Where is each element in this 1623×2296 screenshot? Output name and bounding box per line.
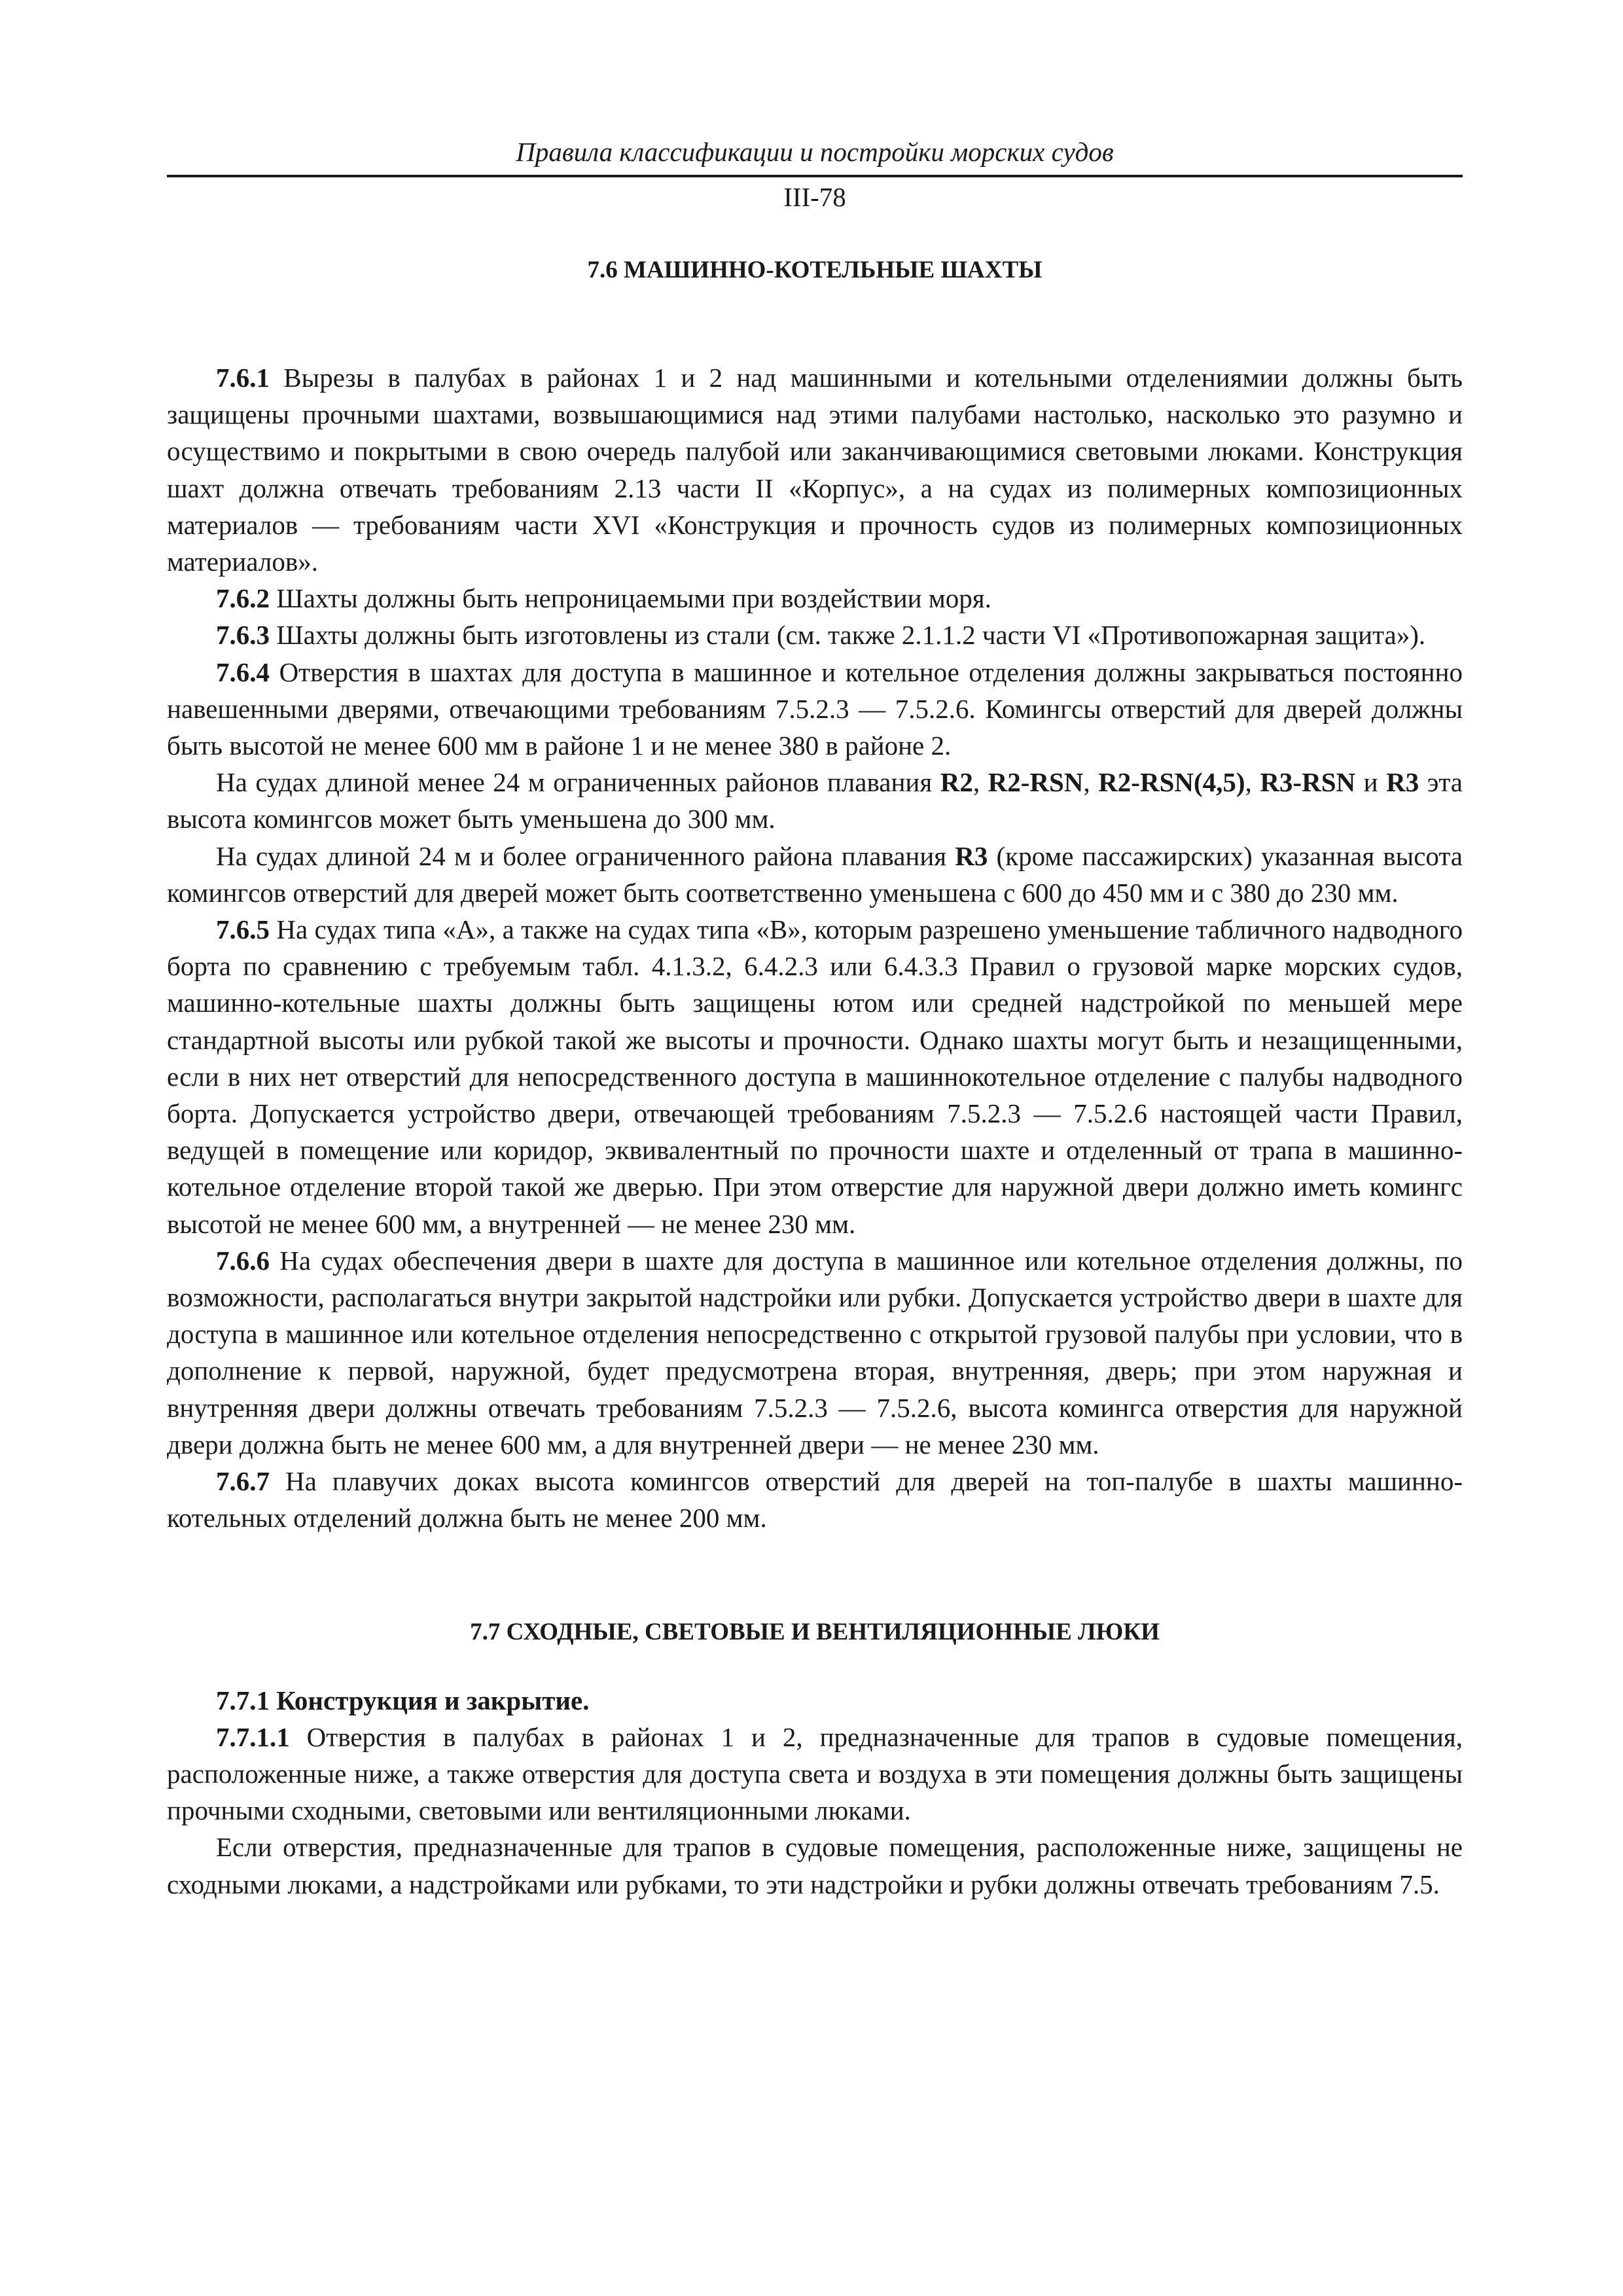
clause-number: 7.6.1 [216, 363, 270, 393]
paragraph-7-6-2: 7.6.2 Шахты должны быть непроницаемыми при воздействии моря. [216, 583, 991, 614]
clause-number: 7.6.5 [216, 914, 270, 945]
paragraph-7-6-7: 7.6.7 На плавучих доках высота комингсов отверстий для дверей на топ-палубе в шахты машинно-котельных отделений должна быть не менее 200 мм. [167, 1466, 1463, 1534]
page-number: III-78 [783, 182, 846, 212]
paragraph-7-6-4-r3: На судах длиной 24 м и более ограниченного района плавания R3 (кроме пассажирских) указанная высота комингсов отверстий для дверей может быть соответственно уменьшена с 600 до 450 мм и с 380 до 230 мм. [167, 840, 1463, 908]
subsection-heading-7-7-1: 7.7.1 Конструкция и закрытие. [216, 1685, 590, 1715]
page-body [167, 252, 1463, 1903]
paragraph-7-6-4: 7.6.4 Отверстия в шахтах для доступа в машинное и котельное отделения должны закрываться постоянно навешенными дверями, отвечающими требованиям 7.5.2.3 — 7.5.2.6. Комингсы отверстий для дверей должны быть высотой не менее 600 мм в районе 1 и не менее 380 в районе 2. [167, 656, 1463, 761]
paragraph-7-6-1: 7.6.1 Вырезы в палубах в районах 1 и 2 над машинными и котельными отделениямии должны быть защищены прочными шахтами, возвышающимися над этими палубами настолько, насколько это разумно и осуществимо и покрытыми в свою очередь палубой или заканчивающимися световыми люками. Конструкция шахт должна отвечать требованиям 2.13 части II «Корпус», а на судах из полимерных композиционных материалов — требованиям части XVI «Конструкция и прочность судов из полимерных композиционных материалов». [167, 363, 1463, 577]
clause-number: 7.6.4 [216, 656, 270, 687]
paragraph-7-7-1-1: 7.7.1.1 Отверстия в палубах в районах 1 и 2, предназначенные для трапов в судовые помещения, расположенные ниже, а также отверстия для доступа света и воздуха в эти помещения должны быть защищены прочными сходными, световыми или вентиляционными люками. [167, 1721, 1463, 1826]
running-title: Правила классификации и постройки морских судов [516, 137, 1114, 167]
section-title-7-7: 7.7 СХОДНЫЕ, СВЕТОВЫЕ И ВЕНТИЛЯЦИОННЫЕ ЛЮКИ [470, 1618, 1160, 1645]
clause-number: 7.6.3 [216, 620, 270, 651]
clause-number: 7.6.6 [216, 1245, 270, 1276]
paragraph-7-6-5: 7.6.5 На судах типа «А», а также на судах типа «В», которым разрешено уменьшение табличного надводного борта по сравнению с требуемым табл. 4.1.3.2, 6.4.2.3 или 6.4.3.3 Правил о грузовой марке морских судов, машинно-котельные шахты должны быть защищены ютом или средней надстройкой по меньшей мере стандартной высоты или рубкой такой же высоты и прочности. Однако шахты могут быть и незащищенными, если в них нет отверстий для непосредственного доступа в машиннокотельное отделение с палубы надводного борта. Допускается устройство двери, отвечающей требованиям 7.5.2.3 — 7.5.2.6 настоящей части Правил, ведущей в помещение или коридор, эквивалентный по прочности шахте и отделенный от трапа в машинно-котельное отделение второй такой же дверью. При этом отверстие для наружной двери должно иметь комингс высотой не менее 600 мм, а внутренней — не менее 230 мм. [167, 914, 1463, 1239]
paragraph-7-6-3: 7.6.3 Шахты должны быть изготовлены из стали (см. также 2.1.1.2 части VI «Противопожарная защита»). [216, 620, 1426, 651]
clause-number: 7.6.2 [216, 583, 270, 614]
page-header [167, 134, 1463, 217]
paragraph-7-7-1-1-cont: Если отверстия, предназначенные для трапов в судовые помещения, расположенные ниже, защищены не сходными люками, а надстройками или рубками, то эти надстройки и рубки должны отвечать требованиям 7.5. [167, 1832, 1463, 1899]
clause-number: 7.6.7 [216, 1466, 270, 1497]
section-title-7-6: 7.6 МАШИННО-КОТЕЛЬНЫЕ ШАХТЫ [587, 257, 1043, 283]
paragraph-7-6-6: 7.6.6 На судах обеспечения двери в шахте для доступа в машинное или котельное отделения должны, по возможности, располагаться внутри закрытой надстройки или рубки. Допускается устройство двери в шахте для доступа в машинное или котельное отделения непосредственно с открытой грузовой палубы при условии, что в дополнение к первой, наружной, будет предусмотрена вторая, внутренняя, дверь; при этом наружная и внутренняя двери должны отвечать требованиям 7.5.2.3 — 7.5.2.6, высота комингса отверстия для наружной двери должна быть не менее 600 мм, а для внутренней двери — не менее 230 мм. [167, 1245, 1463, 1460]
clause-number: 7.7.1.1 [216, 1721, 290, 1752]
paragraph-7-6-4-small-ships: На судах длиной менее 24 м ограниченных районов плавания R2, R2-RSN, R2-RSN(4,5), R3-RSN и R3 эта высота комингсов может быть уменьшена до 300 мм. [167, 767, 1463, 834]
